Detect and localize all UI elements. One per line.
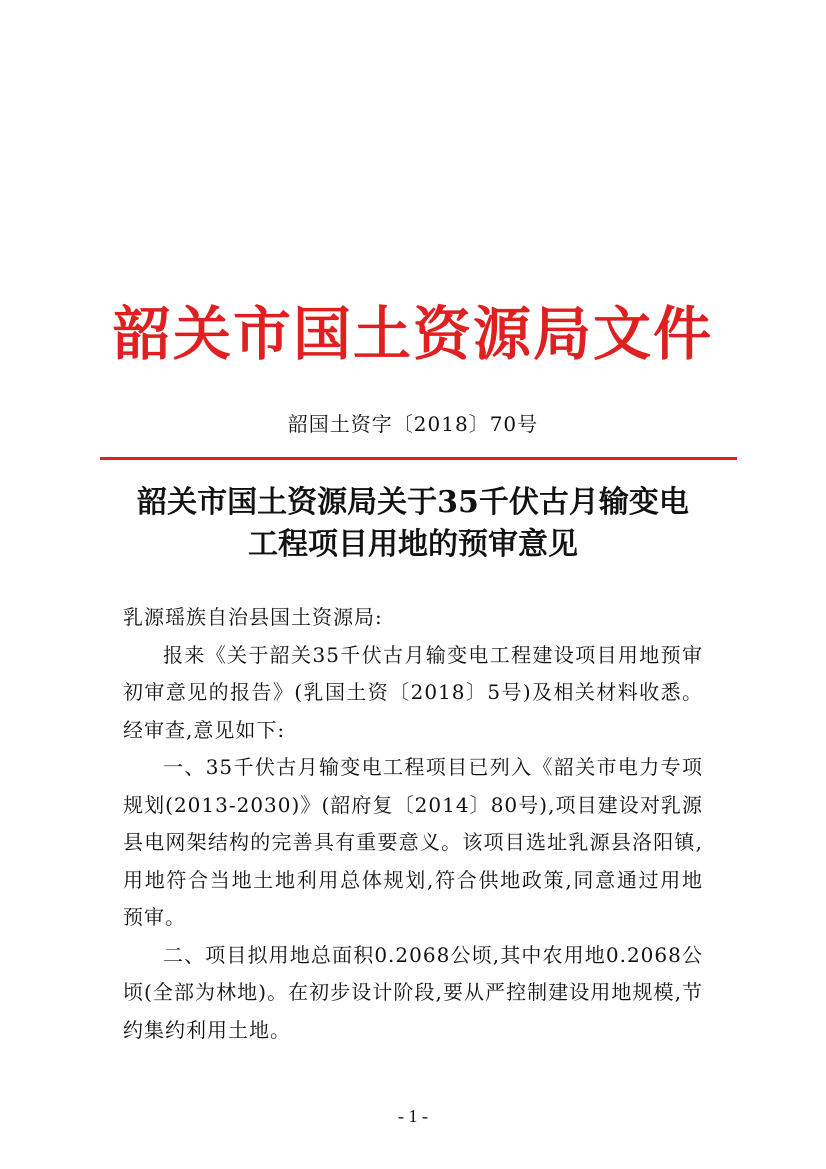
document-number: 韶国土资字〔2018〕70号 — [287, 412, 539, 436]
document-title-line-2: 工程项目用地的预审意见 — [248, 527, 578, 562]
document-title — [90, 482, 736, 566]
document-masthead: 韶关市国土资源局文件 — [112, 300, 713, 368]
document-title-line-1: 韶关市国土资源局关于35千伏古月输变电 — [137, 485, 689, 520]
page-number: - 1 - — [398, 1106, 428, 1126]
body-paragraph: 一、35千伏古月输变电工程项目已列入《韶关市电力专项规划(2013-2030)》(韶府复〔2014〕80号),项目建设对乳源县电网架结构的完善具有重要意义。该项目选址乳源县洛阳镇,用地符合当地土地利用总体规划,符合供地政策,同意通过用地预审。 — [123, 755, 703, 929]
document-body — [123, 599, 703, 1049]
body-paragraph: 报来《关于韶关35千伏古月输变电工程建设项目用地预审初审意见的报告》(乳国土资〔2018〕5号)及相关材料收悉。经审查,意见如下: — [123, 642, 703, 742]
header-divider — [100, 457, 737, 460]
body-paragraph: 二、项目拟用地总面积0.2068公顷,其中农用地0.2068公顷(全部为林地)。在初步设计阶段,要从严控制建设用地规模,节约集约利用土地。 — [123, 942, 703, 1042]
addressee: 乳源瑶族自治县国土资源局: — [123, 605, 383, 629]
